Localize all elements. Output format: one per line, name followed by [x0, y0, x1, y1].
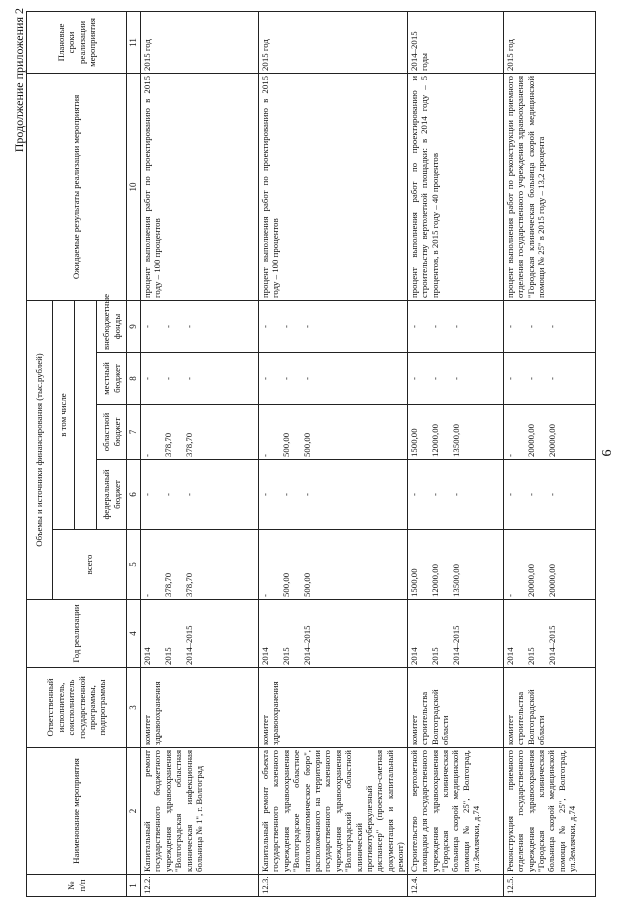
row-local: - [429, 377, 440, 380]
row-number: 12.5. [503, 875, 595, 897]
row-offbudget: - [184, 325, 194, 328]
row-total: - [504, 594, 515, 597]
row-offbudget: - [260, 325, 270, 328]
row-regional: 378,70 [163, 432, 173, 457]
column-index: 5 [127, 530, 141, 600]
row-federal: - [429, 493, 440, 496]
row-year: 2014–2015 [302, 625, 312, 665]
table-row [259, 11, 408, 896]
header-no: № п/п [27, 875, 127, 897]
row-year: 2015 [163, 647, 173, 665]
page-number: 6 [600, 449, 615, 457]
row-local: - [504, 377, 515, 380]
row-regional: - [142, 454, 152, 457]
header-year: Год реализации [27, 600, 127, 668]
row-total: 500,00 [281, 572, 291, 597]
row-total: 378,70 [163, 572, 173, 597]
row-federal: - [142, 493, 152, 496]
row-number: 12.2. [141, 875, 259, 897]
header-results: Ожидаемые результаты реализации мероприятия [27, 73, 127, 300]
row-regional: - [260, 454, 270, 457]
column-index: 7 [127, 405, 141, 460]
row-regional: 500,00 [302, 432, 312, 457]
row-regional: 20000,00 [546, 424, 557, 457]
row-term: 2014–2015 годы [407, 11, 503, 73]
row-result: процент выполнения работ по проектированию в 2015 году – 100 процентов [259, 73, 408, 300]
row-total: 378,70 [184, 572, 194, 597]
row-year: 2014 [260, 647, 270, 665]
column-index: 10 [127, 73, 141, 300]
row-year: 2014 [408, 647, 419, 665]
row-regional: 500,00 [281, 432, 291, 457]
column-index: 8 [127, 353, 141, 405]
program-table [26, 11, 596, 897]
column-index: 9 [127, 300, 141, 352]
row-local: - [546, 377, 557, 380]
table-row [503, 11, 595, 896]
row-offbudget: - [408, 325, 419, 328]
header-name: Наименование мероприятия [27, 748, 127, 875]
table-row [141, 11, 259, 896]
header-federal: федеральный бюджет [97, 460, 127, 530]
column-index: 4 [127, 600, 141, 668]
header-executor: Ответственный исполнитель, соисполнитель государственной программы, подпрограммы [27, 668, 127, 748]
row-total: 20000,00 [546, 564, 557, 597]
row-offbudget: - [429, 325, 440, 328]
row-year: 2015 [281, 647, 291, 665]
row-term: 2015 год [141, 11, 259, 73]
continuation-label: Продолжение приложения 2 [12, 8, 26, 153]
row-offbudget: - [546, 325, 557, 328]
header-total: всего [53, 530, 127, 600]
row-result: процент выполнения работ по реконструкции приемного отделения государственного учреждения здравоохранения "Городская клиническая больница скорой медицинской помощи № 25" в 2015 году – 13,2 процента [503, 73, 595, 300]
row-executor: комитет строительства Волгоградской области [407, 668, 503, 748]
row-federal: - [281, 493, 291, 496]
row-offbudget: - [163, 325, 173, 328]
row-name: Капитальный ремонт государственного бюджетного учреждения здравоохранения "Волгоградская областная клиническая инфекционная больница № 1", г. Волгоград [141, 748, 259, 875]
row-number: 12.3. [259, 875, 408, 897]
row-local: - [408, 377, 419, 380]
row-local: - [184, 377, 194, 380]
row-offbudget: - [504, 325, 515, 328]
column-index: 2 [127, 748, 141, 875]
row-offbudget: - [302, 325, 312, 328]
row-result: процент выполнения работ по проектированию в 2015 году – 100 процентов [141, 73, 259, 300]
row-federal: - [302, 493, 312, 496]
row-regional: 13500,00 [450, 424, 461, 457]
header-local: местный бюджет [97, 353, 127, 405]
row-total: 12000,00 [429, 564, 440, 597]
header-terms: Плановые сроки реализации мероприятия [27, 11, 127, 73]
row-result: процент выполнения работ по проектированию и строительству вертолетной площадки: в 2014 году – 5 процентов, в 2015 году – 40 процентов [407, 73, 503, 300]
row-regional: 1500,00 [408, 428, 419, 457]
row-year: 2014–2015 [184, 625, 194, 665]
row-federal: - [184, 493, 194, 496]
row-number: 12.4. [407, 875, 503, 897]
row-year: 2014–2015 [450, 625, 461, 665]
header-volumes: Объемы и источники финансирования (тыс.рублей) [27, 300, 53, 599]
header-including: в том числе [53, 300, 75, 529]
row-offbudget: - [525, 325, 536, 328]
row-federal: - [260, 493, 270, 496]
row-regional: 378,70 [184, 432, 194, 457]
row-executor: комитет строительства Волгоградской области [503, 668, 595, 748]
row-federal: - [546, 493, 557, 496]
row-name: Капитальный ремонт объекта государственного казенного учреждения здравоохранения "Волгоградское областное патологоанатомическое бюро", расположенного на территории государственного казенного учреждения здравоохранения "Волгоградский областной клинический противотуберкулезный диспансер" (проектно-сметная документация и капитальный ремонт) [259, 748, 408, 875]
row-local: - [302, 377, 312, 380]
row-total: 13500,00 [450, 564, 461, 597]
table-row [407, 11, 503, 896]
row-executor: комитет здравоохранения [259, 668, 408, 748]
row-local: - [450, 377, 461, 380]
row-federal: - [408, 493, 419, 496]
row-regional: 12000,00 [429, 424, 440, 457]
row-name: Реконструкция приемного отделения государственного учреждения здравоохранения "Городская клиническая больница скорой медицинской помощи № 25", Волгоград, ул.Землячки, д.74 [503, 748, 595, 875]
row-offbudget: - [450, 325, 461, 328]
row-total: - [260, 594, 270, 597]
row-local: - [163, 377, 173, 380]
row-executor: комитет здравоохранения [141, 668, 259, 748]
row-local: - [260, 377, 270, 380]
row-year: 2015 [429, 647, 440, 665]
row-year: 2015 [525, 647, 536, 665]
row-name: Строительство вертолетной площадки для государственного учреждения здравоохранения "Городская клиническая больница скорой медицинской помощи № 25", Волгоград, ул.Землячки, д.74 [407, 748, 503, 875]
row-federal: - [450, 493, 461, 496]
header-regional: областной бюджет [97, 405, 127, 460]
row-federal: - [525, 493, 536, 496]
row-regional: - [504, 454, 515, 457]
row-year: 2014–2015 [546, 625, 557, 665]
row-local: - [142, 377, 152, 380]
row-year: 2014 [504, 647, 515, 665]
row-regional: 20000,00 [525, 424, 536, 457]
row-total: - [142, 594, 152, 597]
row-year: 2014 [142, 647, 152, 665]
row-term: 2015 год [259, 11, 408, 73]
row-total: 1500,00 [408, 568, 419, 597]
column-index: 11 [127, 11, 141, 73]
row-local: - [525, 377, 536, 380]
row-federal: - [504, 493, 515, 496]
column-index: 1 [127, 875, 141, 897]
row-term: 2015 год [503, 11, 595, 73]
column-index: 3 [127, 668, 141, 748]
column-index: 6 [127, 460, 141, 530]
row-local: - [281, 377, 291, 380]
column-index-row [127, 11, 141, 896]
row-offbudget: - [142, 325, 152, 328]
row-total: 500,00 [302, 572, 312, 597]
header-offbudget: внебюджетные фонды [97, 300, 127, 352]
row-federal: - [163, 493, 173, 496]
row-total: 20000,00 [525, 564, 536, 597]
row-offbudget: - [281, 325, 291, 328]
